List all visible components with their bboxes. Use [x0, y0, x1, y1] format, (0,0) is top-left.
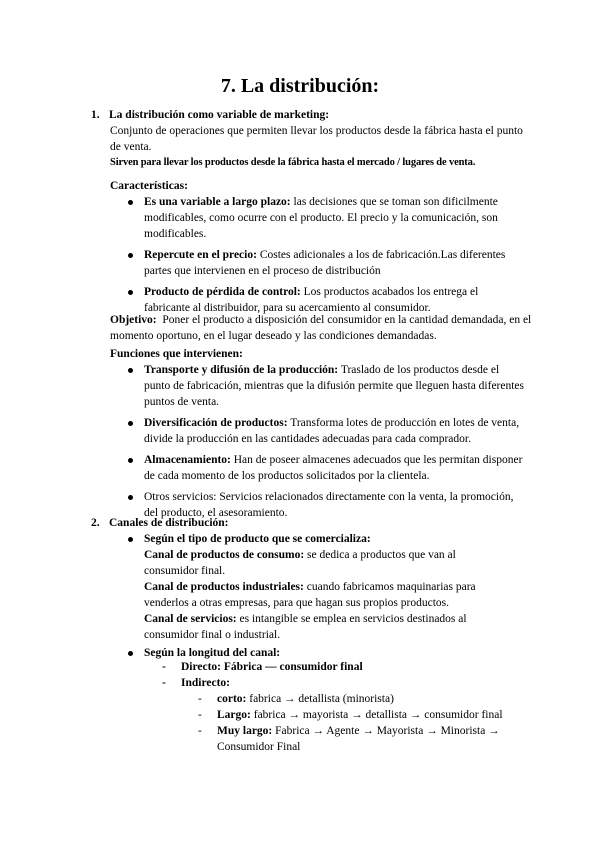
criterion-label: Según la longitud del canal:	[144, 647, 281, 659]
characteristic-item	[127, 247, 527, 279]
section-1-intro: Conjunto de operaciones que permiten llevar los productos desde la fábrica hasta el punto de venta.	[110, 125, 523, 153]
indirect-item	[198, 707, 528, 723]
characteristic-term: Producto de pérdida de control:	[144, 286, 301, 298]
channel-type-text: cuando fabricamos maquinarias para venderlos a otras empresas, para que hagan sus propios productos.	[144, 581, 476, 609]
indirect-term: corto:	[217, 693, 247, 705]
indirect-item	[198, 723, 528, 755]
direct-channel: - Directo: Fábrica — consumidor final	[162, 659, 522, 675]
channel-type-text: es intangible se emplea en servicios destinados al consumidor final o industrial.	[144, 613, 467, 641]
function-item	[127, 362, 527, 410]
functions-heading: Funciones que intervienen:	[110, 348, 243, 360]
characteristic-text: Los productos acabados los entrega el fabricante al distribuidor, para su acercamiento al consumidor.	[144, 286, 479, 314]
channel-criteria-list	[127, 531, 527, 661]
indirect-item	[198, 691, 528, 707]
channel-type-term: Canal de productos industriales:	[144, 581, 304, 593]
indirect-list	[198, 691, 528, 755]
page-title: 7. La distribución:	[220, 75, 380, 97]
channel-type-item	[144, 547, 499, 579]
channel-type-term: Canal de productos de consumo:	[144, 549, 305, 561]
section-1-number: 1.	[91, 109, 100, 121]
criterion-label: Según el tipo de producto que se comercializa:	[144, 533, 371, 545]
objective-paragraph	[110, 312, 535, 344]
channel-type-item	[144, 611, 499, 643]
indirect-term: Largo:	[217, 709, 251, 721]
function-text: Traslado de los productos desde el punto de fabricación, mientras que la difusión permite que lleguen hasta diferentes puntos de venta.	[144, 364, 525, 408]
section-1-heading	[91, 107, 329, 123]
objective-text: Poner el producto a disposición del consumidor en la cantidad demandada, en el momento oportuno, en el lugar deseado y las condiciones demandadas.	[110, 314, 535, 342]
channel-type-item	[144, 579, 499, 611]
characteristic-term: Repercute en el precio:	[144, 249, 257, 261]
indirect-text: Fabrica → Agente → Mayorista → Minorista → Consumidor Final	[217, 725, 500, 753]
length-list	[162, 659, 522, 691]
function-term: Almacenamiento:	[144, 454, 231, 466]
characteristic-text: Costes adicionales a los de fabricación.Las diferentes partes que intervienen en el proceso de distribución	[144, 249, 506, 277]
characteristic-text: las decisiones que se toman son dificilmente modificables, como ocurre con el producto. El precio y la comunicación, son modificables.	[144, 196, 498, 240]
section-2-title: Canales de distribución:	[109, 517, 229, 529]
section-1-summary: Sirven para llevar los productos desde la fábrica hasta el mercado / lugares de venta.	[110, 157, 476, 168]
indirect-term: Muy largo:	[217, 725, 273, 737]
function-text: Han de poseer almacenes adecuados que les permitan disponer de cada momento de los productos solicitados por la clientela.	[144, 454, 523, 482]
characteristics-list	[127, 194, 527, 316]
channel-type-text: se dedica a productos que van al consumidor final.	[144, 549, 456, 577]
function-text: Otros servicios: Servicios relacionados directamente con la venta, la promoción, del producto, el asesoramiento.	[144, 491, 514, 519]
section-2-number: 2.	[91, 517, 100, 529]
section-1-title: La distribución como variable de marketing:	[109, 109, 330, 121]
channel-type-term: Canal de servicios:	[144, 613, 237, 625]
characteristic-item	[127, 194, 527, 242]
functions-list	[127, 362, 527, 521]
indirect-channel: - Indirecto:	[162, 675, 522, 691]
function-term: Transporte y difusión de la producción:	[144, 364, 339, 376]
function-item	[127, 452, 527, 484]
objective-label: Objetivo:	[110, 314, 157, 326]
function-term: Diversificación de productos:	[144, 417, 288, 429]
characteristic-term: Es una variable a largo plazo:	[144, 196, 291, 208]
indirect-text: fabrica → detallista (minorista)	[246, 693, 394, 705]
section-2-heading	[91, 515, 229, 531]
indirect-text: fabrica → mayorista → detallista → consumidor final	[250, 709, 503, 721]
function-text: Transforma lotes de producción en lotes de venta, divide la producción en las cantidades adecuadas para cada comprador.	[144, 417, 520, 445]
function-item	[127, 415, 527, 447]
criterion-product-type	[127, 531, 527, 643]
characteristics-heading: Características:	[110, 180, 188, 192]
